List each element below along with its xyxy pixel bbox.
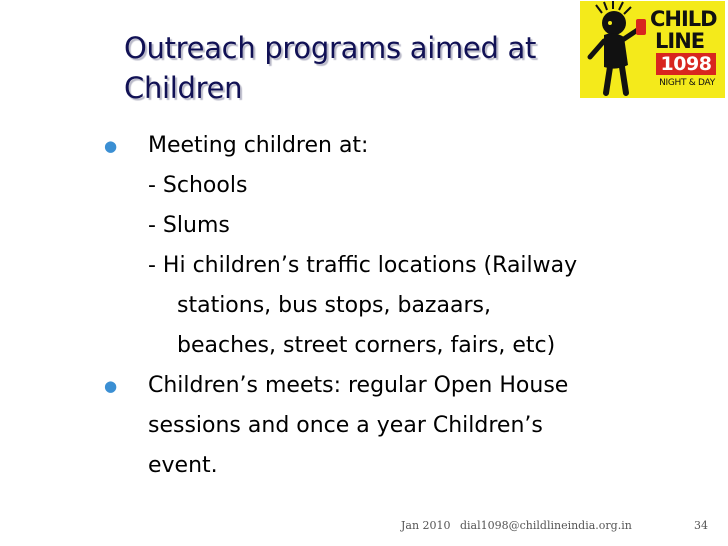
line-text: - Slums — [148, 213, 230, 238]
line-text: event. — [148, 453, 218, 478]
line-text: sessions and once a year Children’s — [148, 413, 543, 438]
body-line — [104, 446, 714, 486]
footer-email: dial1098@childlineindia.org.in — [460, 519, 632, 532]
logo-tagline: NIGHT & DAY — [659, 78, 715, 88]
line-text: stations, bus stops, bazaars, — [177, 293, 491, 318]
bullet-item — [104, 366, 714, 406]
line-text: - Schools — [148, 173, 248, 198]
bullet-icon: ● — [104, 137, 118, 155]
body-line — [104, 326, 714, 366]
body-line — [104, 166, 714, 206]
body-line — [104, 406, 714, 446]
line-text: beaches, street corners, fairs, etc) — [177, 333, 556, 358]
logo-word-line: LINE — [655, 29, 705, 53]
body-line — [104, 206, 714, 246]
body-line — [104, 286, 714, 326]
line-text: Meeting children at: — [148, 133, 369, 158]
childline-logo — [580, 1, 725, 98]
line-text: - Hi children’s traffic locations (Railway — [148, 253, 578, 278]
footer-page-number: 34 — [694, 519, 708, 532]
slide-title: Outreach programs aimed at Children — [124, 31, 537, 105]
line-text: Children’s meets: regular Open House — [148, 373, 569, 398]
body-line — [104, 246, 714, 286]
footer-date: Jan 2010 — [401, 519, 451, 532]
logo-word-child: CHILD — [650, 7, 717, 31]
child-figure-icon — [580, 1, 660, 98]
bullet-icon: ● — [104, 377, 118, 395]
slide-body — [104, 126, 714, 486]
bullet-item — [104, 126, 714, 166]
logo-number: 1098 — [656, 53, 716, 75]
